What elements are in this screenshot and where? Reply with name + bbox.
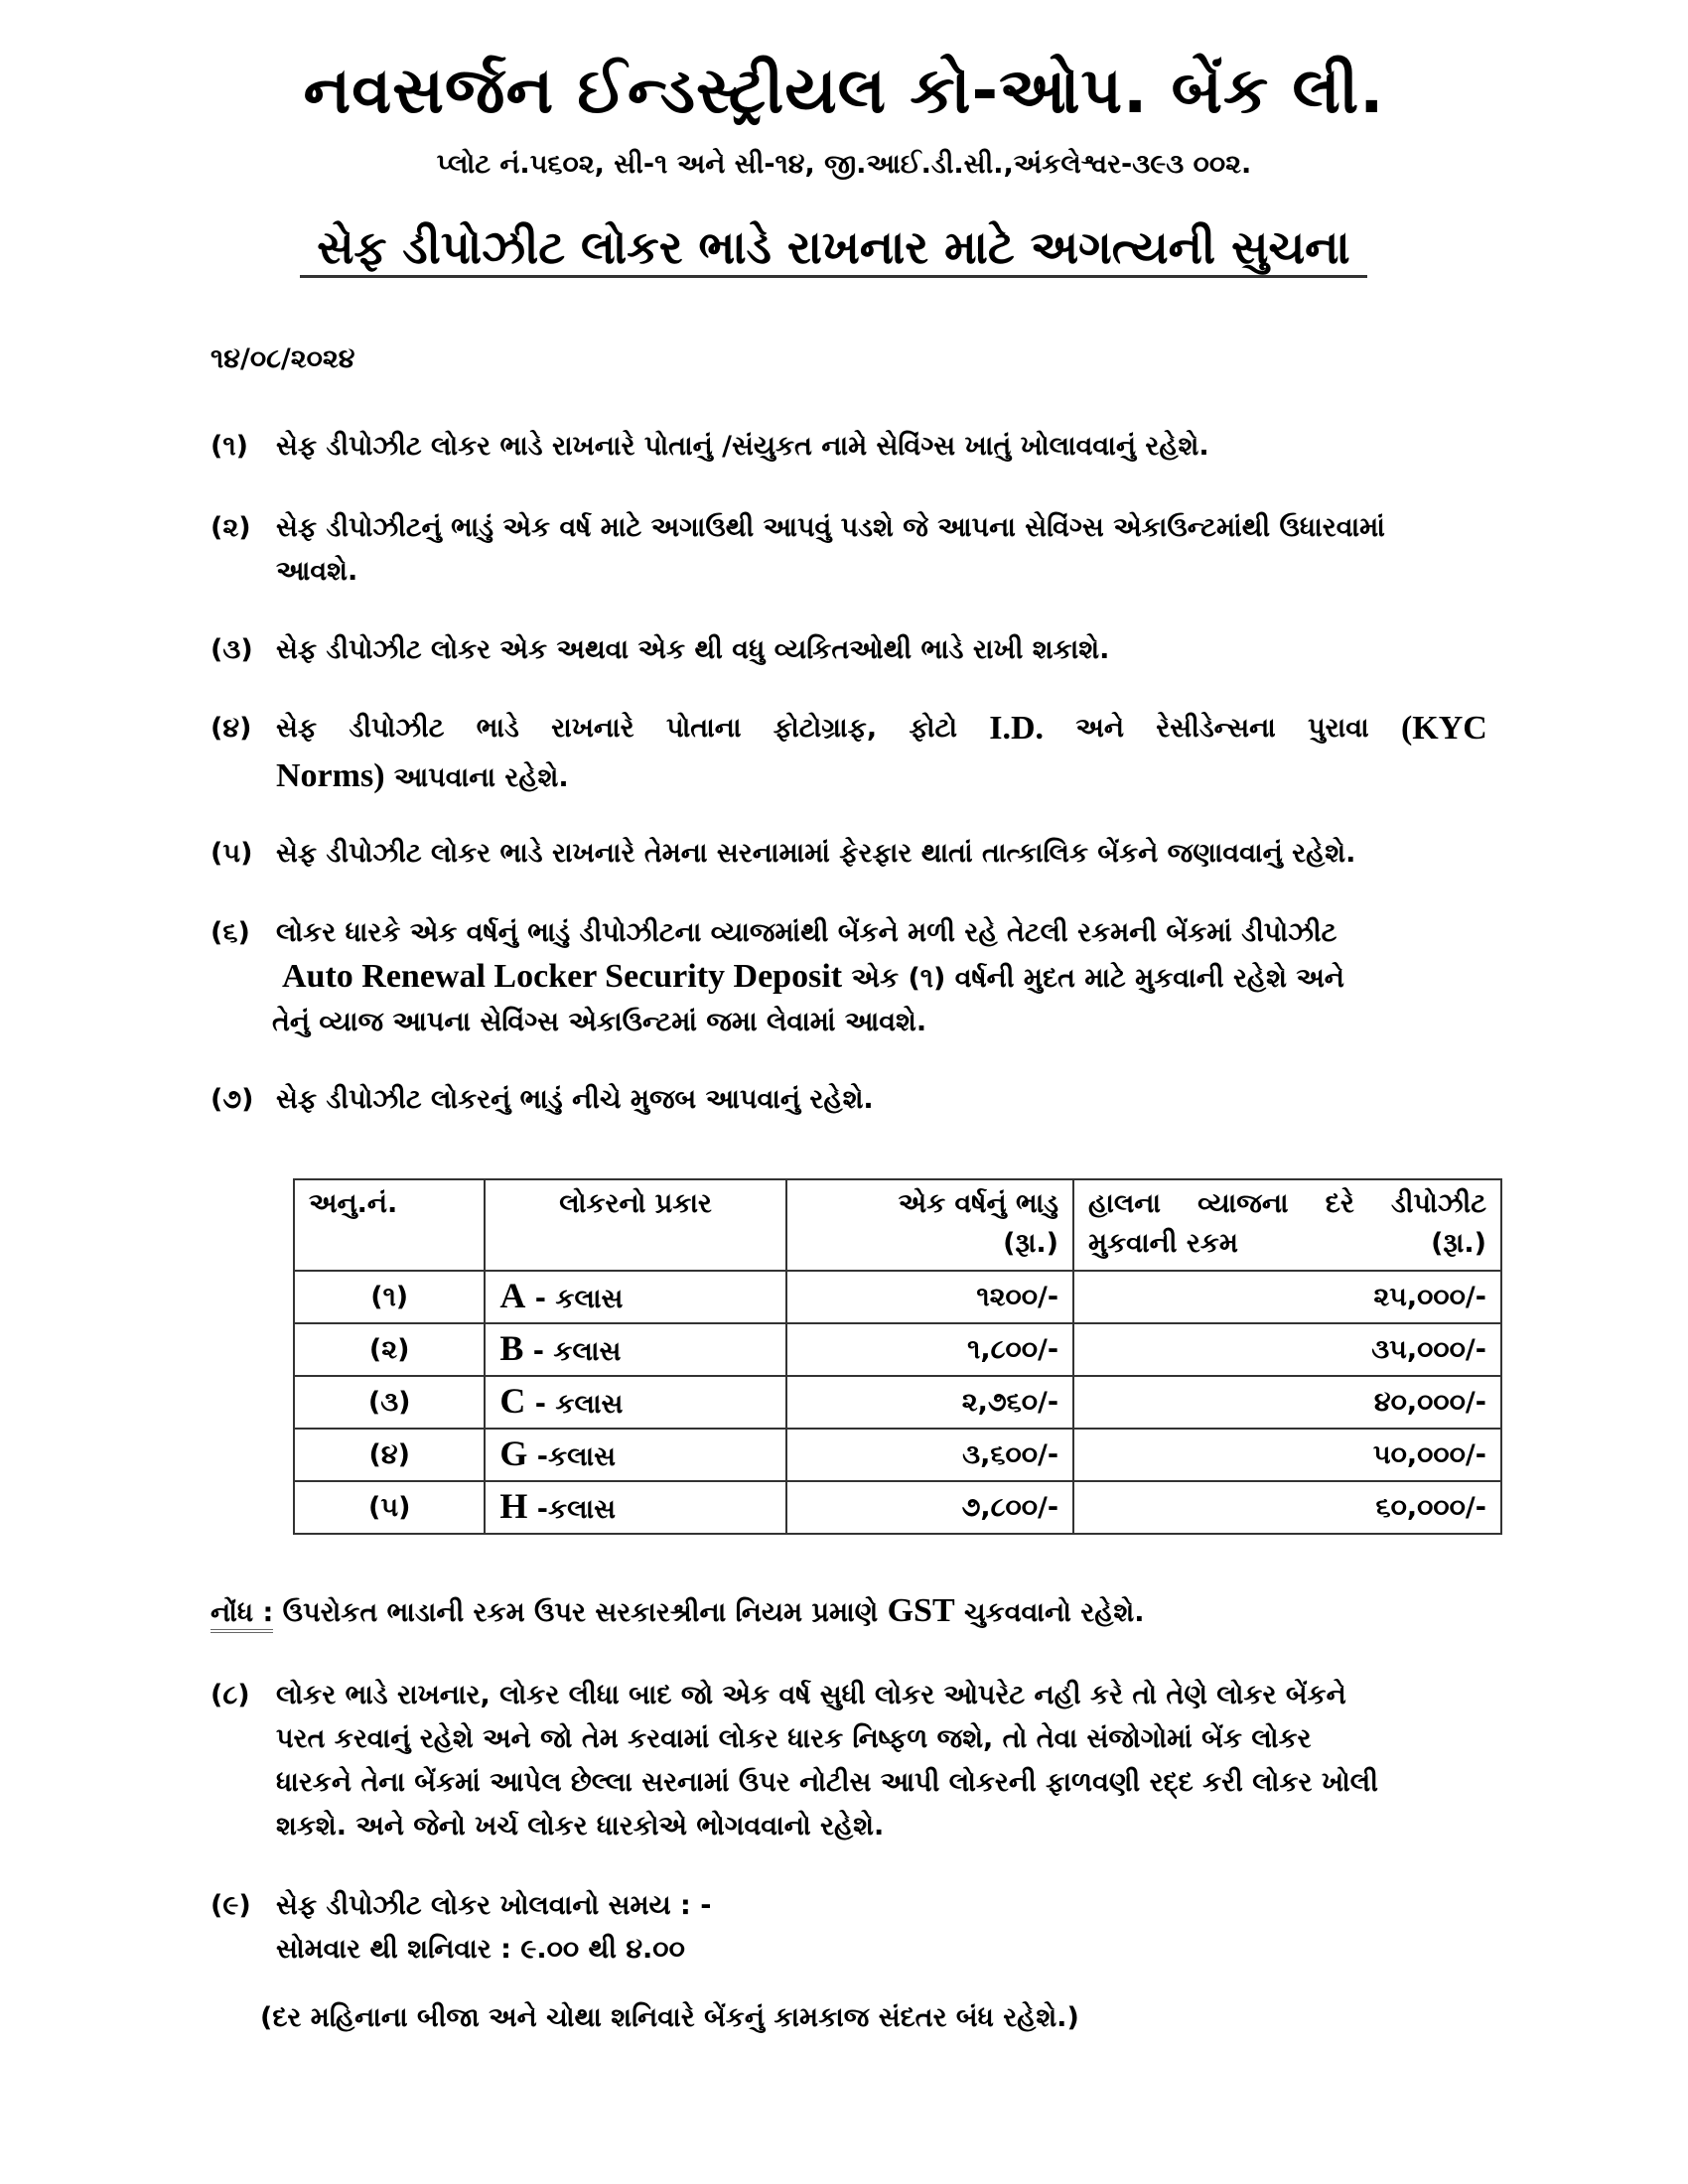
word: રેસીડેન્સના: [1156, 713, 1276, 744]
gst-note: [211, 1589, 1144, 1635]
header-deposit-label-2: મુકવાની રકમ: [1088, 1228, 1238, 1259]
item-text: સેફ ડીપોઝીટ લોકર ખોલવાનો સમય : -: [276, 1890, 712, 1921]
item-text: લોકર ધારકે એક વર્ષનું ભાડું ડીપોઝીટના વ્યાજમાંથી બેંકને મળી રહે તેટલી રકમની બેંકમાં ડીપોઝીટ: [276, 917, 1337, 948]
class-suffix: -કલાસ: [527, 1440, 616, 1472]
header-annual-rent-unit: (રૂા.): [1003, 1228, 1059, 1259]
word: પુરાવા: [1308, 713, 1369, 744]
cell-annual-rent: ૧,૮૦૦/-: [786, 1323, 1073, 1376]
header-deposit-unit: (રૂા.): [1431, 1228, 1486, 1259]
item-text: [276, 707, 1487, 751]
notice-item-7: [211, 1078, 1501, 1122]
notice-item-2: [211, 506, 1501, 594]
header-annual-rent: [786, 1179, 1073, 1271]
table-row: [294, 1323, 1501, 1376]
word: અને: [1075, 713, 1124, 744]
cell-serial: (૩): [294, 1376, 485, 1429]
notice-item-1: [211, 425, 1501, 469]
closing-note: (દર મહિનાના બીજા અને ચોથા શનિવારે બેંકનું કામકાજ સંદતર બંધ રહેશે.): [260, 2002, 1079, 2033]
class-suffix: - કલાસ: [525, 1388, 624, 1420]
word: (KYC: [1400, 710, 1487, 747]
item-number: (૪): [211, 713, 252, 744]
item-text-continued: તેનું વ્યાજ આપના સેવિંગ્સ એકાઉન્ટમાં જમા લેવામાં આવશે.: [272, 1007, 927, 1037]
cell-deposit: ૬૦,૦૦૦/-: [1073, 1481, 1501, 1534]
notice-item-8: [211, 1674, 1501, 1848]
note-label: નોંધ :: [211, 1597, 273, 1633]
class-suffix: -કલાસ: [527, 1493, 616, 1525]
item-text-continued: એક (૧) વર્ષની મુદત માટે મુકવાની રહેશે અને: [842, 963, 1344, 994]
cell-serial: (૧): [294, 1271, 485, 1323]
cell-deposit: ૩૫,૦૦૦/-: [1073, 1323, 1501, 1376]
item-number: (૩): [211, 634, 253, 665]
item-text-continued: શકશે. અને જેનો ખર્ચ લોકર ધારકોએ ભોગવવાનો રહેશે.: [276, 1811, 885, 1842]
class-letter: A: [499, 1275, 526, 1315]
word: રાખનારે: [551, 713, 634, 744]
class-letter: G: [499, 1433, 528, 1473]
word: ડીપોઝીટ: [349, 713, 445, 744]
cell-deposit: ૫૦,૦૦૦/-: [1073, 1429, 1501, 1481]
item-text: લોકર ભાડે રાખનાર, લોકર લીધા બાદ જો એક વર્ષ સુધી લોકર ઓપરેટ નહી કરે તો તેણે લોકર બેંકને: [276, 1680, 1346, 1710]
cell-locker-class: [485, 1271, 785, 1323]
cell-locker-class: [485, 1429, 785, 1481]
class-letter: H: [499, 1485, 528, 1526]
header-annual-rent-label: એક વર્ષનું ભાડુ: [898, 1188, 1059, 1219]
item-number: (૫): [211, 838, 253, 869]
title-underline: [300, 275, 1367, 278]
header-serial-no: અનુ.નં.: [294, 1179, 485, 1271]
cell-locker-class: [485, 1376, 785, 1429]
bank-name-heading: નવસર્જન ઈન્ડસ્ટ્રીયલ કો-ઓપ. બેંક લી.: [303, 55, 1385, 128]
table-row: [294, 1481, 1501, 1534]
bank-address: પ્લોટ નં.૫૬૦૨, સી-૧ અને સી-૧૪, જી.આઈ.ડી.સી.,અંકલેશ્વર-૩૯૩ ૦૦૨.: [436, 149, 1252, 180]
locker-rent-table: [293, 1178, 1502, 1535]
cell-deposit: ૨૫,૦૦૦/-: [1073, 1271, 1501, 1323]
word: ફોટો: [909, 713, 957, 744]
item-text: સેફ ડીપોઝીટ લોકર ભાડે રાખનારે પોતાનું /સંયુકત નામે સેવિંગ્સ ખાતું ખોલાવવાનું રહેશે.: [276, 431, 1209, 462]
item-number: (૧): [211, 431, 248, 462]
item-number: (૯): [211, 1890, 251, 1921]
note-text-end: ચુકવવાનો રહેશે.: [954, 1597, 1145, 1628]
word: ભાડે: [476, 713, 519, 744]
item-text: સેફ ડીપોઝીટ લોકરનું ભાડું નીચે મુજબ આપવાનું રહેશે.: [276, 1084, 874, 1115]
cell-locker-class: [485, 1481, 785, 1534]
table-header-row: [294, 1179, 1501, 1271]
item-text-continued: પરત કરવાનું રહેશે અને જો તેમ કરવામાં લોકર ધારક નિષ્ફળ જશે, તો તેવા સંજોગોમાં બેંક લોકર: [276, 1723, 1312, 1754]
cell-serial: (૨): [294, 1323, 485, 1376]
header-deposit-line2: [1088, 1224, 1486, 1264]
word: સેફ: [276, 713, 318, 744]
word: ફોટોગ્રાફ,: [773, 713, 878, 744]
item-text-latin: Norms): [276, 757, 385, 794]
header-locker-type: લોકરનો પ્રકાર: [485, 1179, 785, 1271]
header-deposit-amount: [1073, 1179, 1501, 1271]
notice-date: ૧૪/૦૮/૨૦૨૪: [211, 343, 355, 374]
note-text: ઉપરોકત ભાડાની રકમ ઉપર સરકારશ્રીના નિયમ પ્રમાણે: [273, 1597, 888, 1628]
table-row: [294, 1429, 1501, 1481]
cell-deposit: ૪૦,૦૦૦/-: [1073, 1376, 1501, 1429]
item-text: સેફ ડીપોઝીટનું ભાડું એક વર્ષ માટે અગાઉથી આપવું પડશે જે આપના સેવિંગ્સ એકાઉન્ટમાંથી ઉધારવામાં: [276, 512, 1385, 543]
cell-serial: (૫): [294, 1481, 485, 1534]
table-row: [294, 1271, 1501, 1323]
table-row: [294, 1376, 1501, 1429]
cell-annual-rent: ૧૨૦૦/-: [786, 1271, 1073, 1323]
item-text-continued: આવશે.: [276, 556, 358, 587]
cell-annual-rent: ૨,૭૬૦/-: [786, 1376, 1073, 1429]
notice-item-4: [211, 707, 1501, 800]
word: I.D.: [989, 710, 1045, 747]
cell-locker-class: [485, 1323, 785, 1376]
item-text: સેફ ડીપોઝીટ લોકર ભાડે રાખનારે તેમના સરનામામાં ફેરફાર થાતાં તાત્કાલિક બેંકને જણાવવાનું રહેશે.: [276, 838, 1356, 869]
cell-annual-rent: ૩,૬૦૦/-: [786, 1429, 1073, 1481]
note-gst: GST: [887, 1592, 955, 1629]
notice-item-3: [211, 628, 1501, 672]
item-text-continued: ધારકને તેના બેંકમાં આપેલ છેલ્લા સરનામાં ઉપર નોટીસ આપી લોકરની ફાળવણી રદ્દ કરી લોકર ખોલી: [276, 1767, 1378, 1798]
notice-title: સેફ ડીપોઝીટ લોકર ભાડે રાખનાર માટે અગત્યની સુચના: [317, 220, 1350, 274]
item-text: સેફ ડીપોઝીટ લોકર એક અથવા એક થી વધુ વ્યકિતઓથી ભાડે રાખી શકાશે.: [276, 634, 1110, 665]
class-suffix: - કલાસ: [523, 1335, 622, 1367]
notice-item-9: [211, 1884, 1501, 1972]
item-number: (૬): [211, 917, 250, 948]
item-text-continued: આપવાના રહેશે.: [384, 762, 569, 793]
item-number: (૮): [211, 1680, 250, 1710]
cell-annual-rent: ૭,૮૦૦/-: [786, 1481, 1073, 1534]
item-number: (૭): [211, 1084, 254, 1115]
class-letter: B: [499, 1327, 524, 1368]
item-number: (૨): [211, 512, 251, 543]
notice-item-5: [211, 832, 1501, 876]
notice-item-6: [211, 911, 1501, 1044]
class-letter: C: [499, 1380, 526, 1421]
class-suffix: - કલાસ: [525, 1283, 624, 1314]
header-deposit-label: હાલના વ્યાજના દરે ડીપોઝીટ: [1088, 1188, 1486, 1219]
locker-timing: સોમવાર થી શનિવાર : ૯.૦૦ થી ૪.૦૦: [276, 1934, 685, 1965]
word: પોતાના: [665, 713, 742, 744]
item-text-latin: Auto Renewal Locker Security Deposit: [282, 958, 843, 995]
cell-serial: (૪): [294, 1429, 485, 1481]
